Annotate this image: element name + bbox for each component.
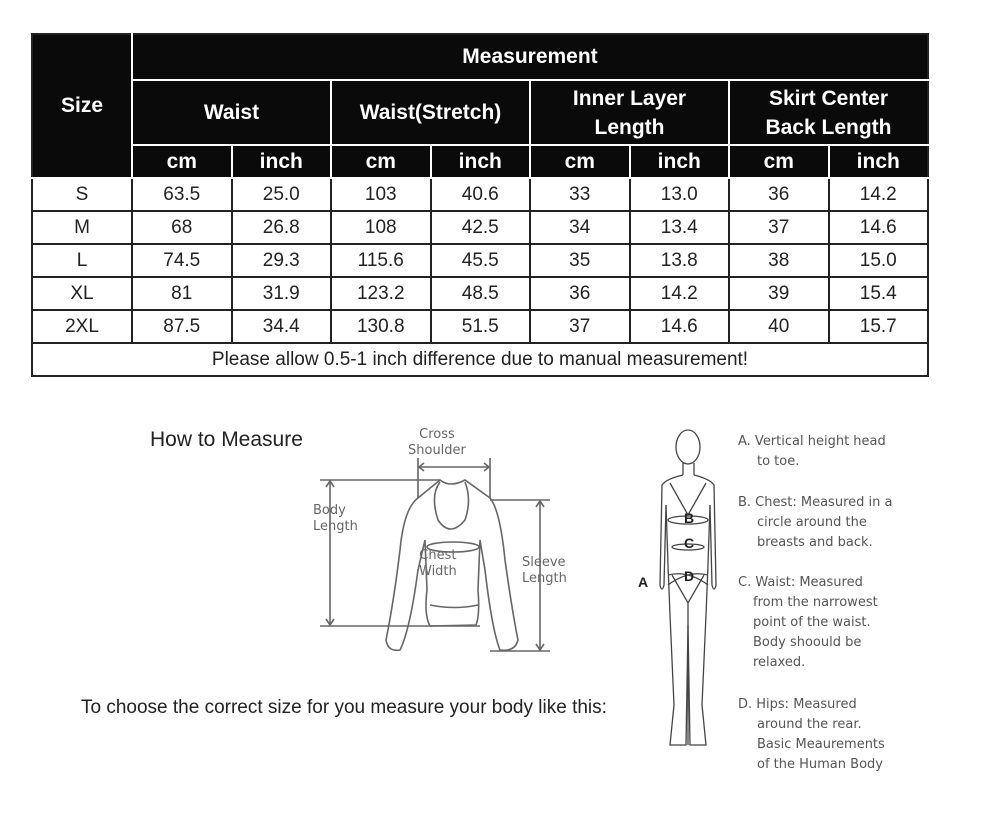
value-cell: 31.9: [232, 277, 332, 310]
measurement-header: Measurement: [132, 34, 928, 80]
size-header: Size: [32, 34, 132, 178]
value-cell: 14.6: [630, 310, 730, 343]
cross-shoulder-label: Cross Shoulder: [408, 427, 466, 458]
value-cell: 39: [729, 277, 829, 310]
marker-d: D: [684, 568, 695, 584]
value-cell: 13.8: [630, 244, 730, 277]
unit-header: inch: [232, 145, 332, 178]
value-cell: 37: [530, 310, 630, 343]
value-cell: 14.2: [630, 277, 730, 310]
instruction-text: To choose the correct size for you measure your body like this:: [81, 697, 607, 718]
marker-c: C: [684, 535, 695, 551]
table-row: [32, 277, 928, 310]
size-chart-table: [31, 33, 929, 377]
value-cell: 15.7: [829, 310, 929, 343]
value-cell: 36: [729, 178, 829, 211]
description-c: C. Waist: Measured from the narrowest point of the waist. Body shoould be relaxed.: [738, 575, 878, 670]
unit-header: cm: [132, 145, 232, 178]
group-header-waist: Waist: [132, 80, 331, 145]
value-cell: 15.4: [829, 277, 929, 310]
value-cell: 115.6: [331, 244, 431, 277]
value-cell: 40.6: [431, 178, 531, 211]
measurement-note: Please allow 0.5-1 inch difference due to manual measurement!: [32, 343, 928, 376]
value-cell: 15.0: [829, 244, 929, 277]
table-row: [32, 244, 928, 277]
value-cell: 103: [331, 178, 431, 211]
unit-header: cm: [331, 145, 431, 178]
size-cell: S: [32, 178, 132, 211]
value-cell: 29.3: [232, 244, 332, 277]
size-cell: L: [32, 244, 132, 277]
value-cell: 25.0: [232, 178, 332, 211]
group-header-waist-stretch: Waist(Stretch): [331, 80, 530, 145]
unit-header: inch: [630, 145, 730, 178]
value-cell: 48.5: [431, 277, 531, 310]
marker-a: A: [638, 574, 649, 590]
group-header-inner-layer-length: Inner Layer Length: [530, 80, 729, 145]
value-cell: 37: [729, 211, 829, 244]
sleeve-length-label: Sleeve Length: [522, 555, 567, 586]
value-cell: 38: [729, 244, 829, 277]
value-cell: 36: [530, 277, 630, 310]
unit-header: inch: [829, 145, 929, 178]
size-cell: M: [32, 211, 132, 244]
value-cell: 108: [331, 211, 431, 244]
unit-header: inch: [431, 145, 531, 178]
size-cell: XL: [32, 277, 132, 310]
value-cell: 68: [132, 211, 232, 244]
value-cell: 40: [729, 310, 829, 343]
unit-header: cm: [729, 145, 829, 178]
table-row: [32, 178, 928, 211]
value-cell: 74.5: [132, 244, 232, 277]
value-cell: 33: [530, 178, 630, 211]
human-body-diagram-icon: [650, 425, 730, 765]
value-cell: 13.0: [630, 178, 730, 211]
value-cell: 63.5: [132, 178, 232, 211]
value-cell: 35: [530, 244, 630, 277]
value-cell: 130.8: [331, 310, 431, 343]
description-b: B. Chest: Measured in a circle around the breasts and back.: [738, 495, 893, 550]
value-cell: 14.2: [829, 178, 929, 211]
description-d: D. Hips: Measured around the rear. Basic Meaurements of the Human Body: [738, 697, 885, 772]
value-cell: 26.8: [232, 211, 332, 244]
value-cell: 123.2: [331, 277, 431, 310]
body-length-label: Body Length: [313, 503, 358, 534]
value-cell: 14.6: [829, 211, 929, 244]
unit-header: cm: [530, 145, 630, 178]
value-cell: 45.5: [431, 244, 531, 277]
size-cell: 2XL: [32, 310, 132, 343]
marker-b: B: [684, 510, 695, 526]
value-cell: 87.5: [132, 310, 232, 343]
description-a: A. Vertical height head to toe.: [738, 434, 886, 469]
table-row: [32, 310, 928, 343]
value-cell: 81: [132, 277, 232, 310]
value-cell: 51.5: [431, 310, 531, 343]
value-cell: 34.4: [232, 310, 332, 343]
value-cell: 13.4: [630, 211, 730, 244]
chest-width-label: Chest Width: [419, 548, 457, 579]
how-to-measure-title: How to Measure: [150, 428, 303, 451]
value-cell: 42.5: [431, 211, 531, 244]
value-cell: 34: [530, 211, 630, 244]
group-header-skirt-center-back-length: Skirt Center Back Length: [729, 80, 928, 145]
table-row: [32, 211, 928, 244]
